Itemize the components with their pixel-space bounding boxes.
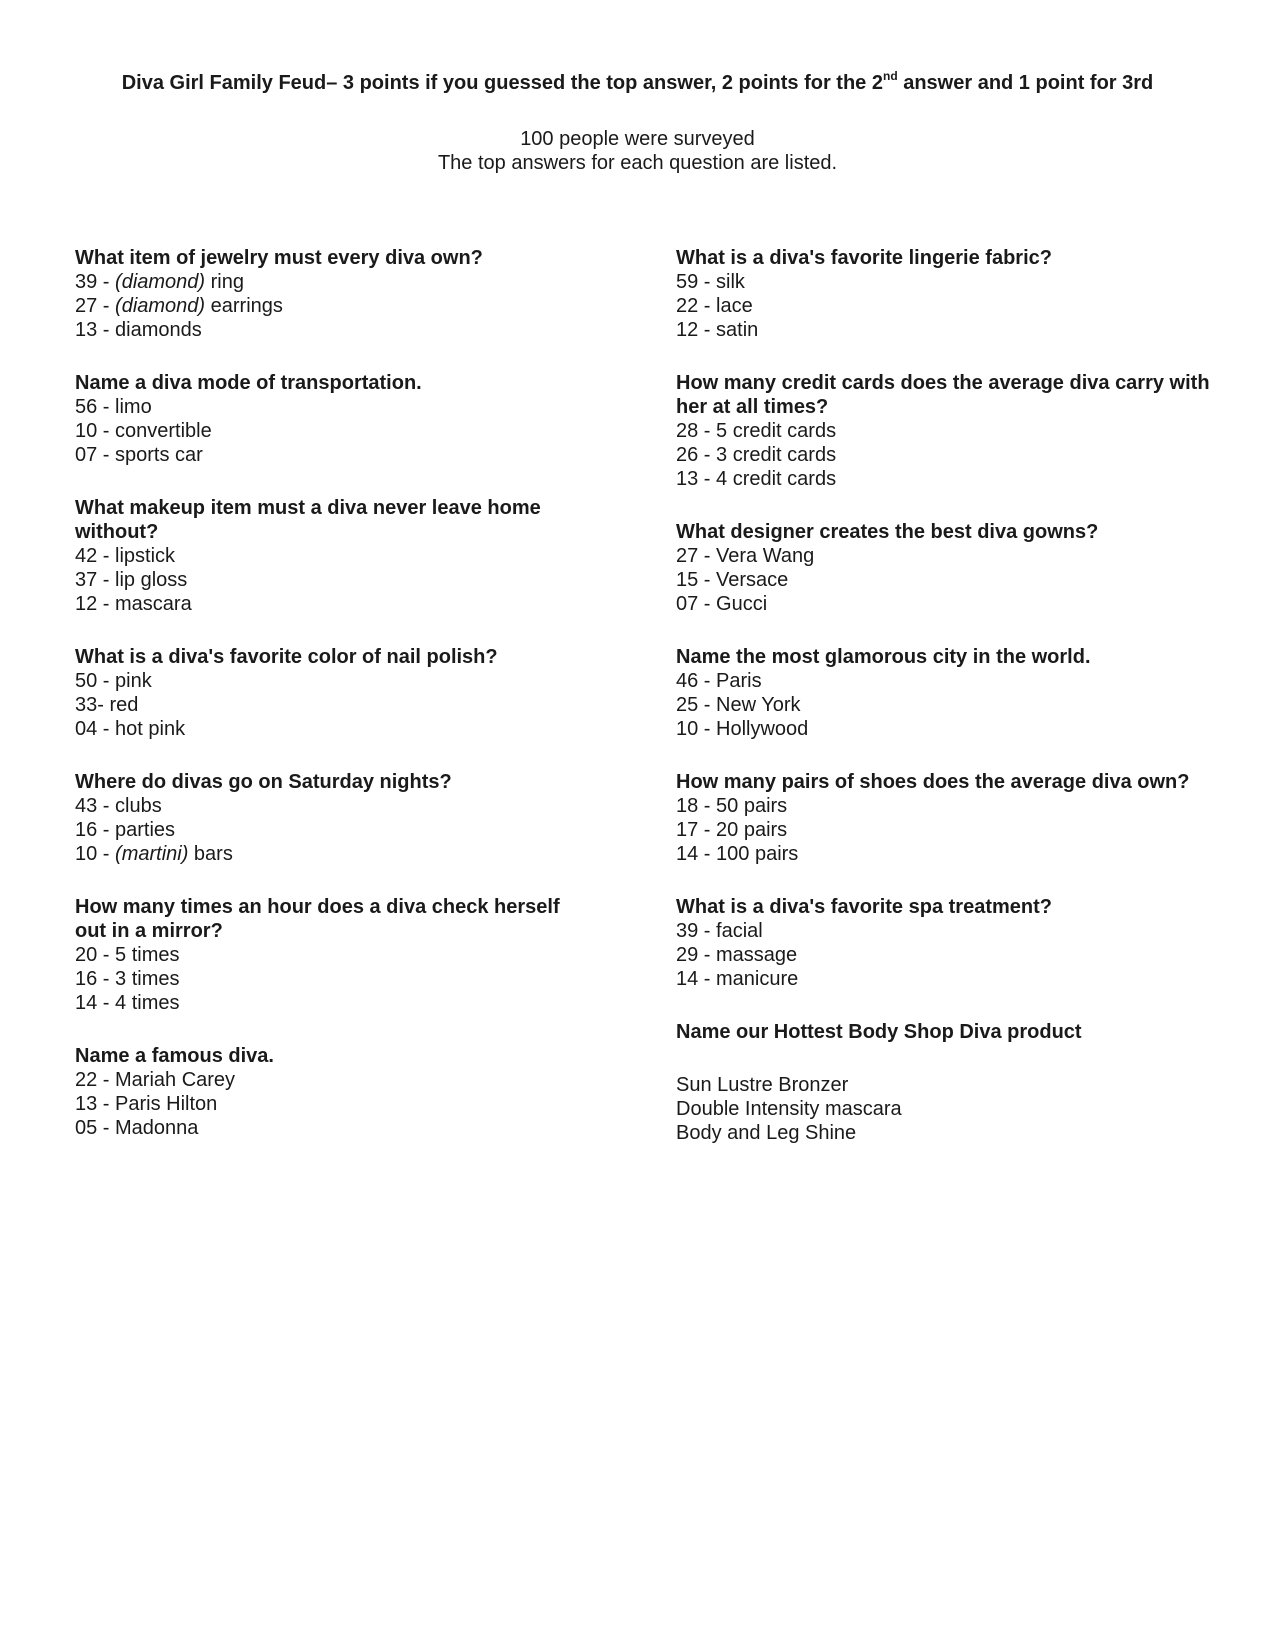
question-text: How many times an hour does a diva check herself out in a mirror? bbox=[75, 896, 560, 942]
question-text: Where do divas go on Saturday nights? bbox=[75, 771, 452, 793]
product-item: Body and Leg Shine bbox=[676, 1122, 857, 1144]
answer-line: 29 - massage bbox=[676, 944, 798, 966]
answer-line: 18 - 50 pairs bbox=[676, 795, 788, 817]
answer-line: 37 - lip gloss bbox=[75, 569, 188, 591]
product-block bbox=[676, 1020, 1216, 1145]
question-block bbox=[676, 246, 1216, 342]
question-text: What item of jewelry must every diva own? bbox=[75, 247, 483, 269]
answer-line: 14 - manicure bbox=[676, 968, 799, 990]
product-question: Name our Hottest Body Shop Diva product bbox=[676, 1021, 1082, 1043]
question-block bbox=[75, 496, 595, 616]
answer-line: 14 - 4 times bbox=[75, 992, 180, 1014]
question-text: How many pairs of shoes does the average diva own? bbox=[676, 771, 1190, 793]
title-text-end: answer and 1 point for 3rd bbox=[897, 72, 1154, 94]
answer-line: 39 - facial bbox=[676, 920, 763, 942]
question-text: What designer creates the best diva gowns? bbox=[676, 521, 1099, 543]
question-block bbox=[676, 645, 1216, 741]
answer-line: 12 - satin bbox=[676, 319, 759, 341]
answer-line: 14 - 100 pairs bbox=[676, 843, 799, 865]
question-text: Name a famous diva. bbox=[75, 1045, 274, 1067]
right-column bbox=[676, 246, 1216, 1174]
answer-line: 16 - 3 times bbox=[75, 968, 180, 990]
survey-note: The top answers for each question are listed. bbox=[437, 152, 838, 174]
question-block bbox=[676, 895, 1216, 991]
question-text: What is a diva's favorite color of nail polish? bbox=[75, 646, 498, 668]
question-block bbox=[676, 371, 1216, 491]
question-text: What is a diva's favorite lingerie fabric? bbox=[676, 247, 1052, 269]
answer-line: 59 - silk bbox=[676, 271, 745, 293]
question-block bbox=[676, 520, 1216, 616]
question-text: What is a diva's favorite spa treatment? bbox=[676, 896, 1052, 918]
answer-line: 10 - convertible bbox=[75, 420, 212, 442]
question-block bbox=[75, 246, 595, 342]
answer-line: 15 - Versace bbox=[676, 569, 789, 591]
answer-line: 20 - 5 times bbox=[75, 944, 180, 966]
title-superscript: nd bbox=[882, 69, 898, 83]
survey-count: 100 people were surveyed bbox=[520, 128, 755, 150]
answer-line: 39 - (diamond) ring bbox=[75, 271, 244, 293]
answer-line: 12 - mascara bbox=[75, 593, 192, 615]
answer-line: 56 - limo bbox=[75, 396, 152, 418]
answer-line: 50 - pink bbox=[75, 670, 152, 692]
answer-line: 42 - lipstick bbox=[75, 545, 176, 567]
product-item: Sun Lustre Bronzer bbox=[676, 1074, 849, 1096]
answer-line: 13 - 4 credit cards bbox=[676, 468, 837, 490]
answer-line: 28 - 5 credit cards bbox=[676, 420, 837, 442]
answer-line: 16 - parties bbox=[75, 819, 176, 841]
question-text: How many credit cards does the average diva carry with her at all times? bbox=[676, 372, 1210, 418]
answer-line: 33- red bbox=[75, 694, 139, 716]
spacer bbox=[676, 1044, 1216, 1073]
answer-line: 13 - diamonds bbox=[75, 319, 202, 341]
answer-line: 07 - sports car bbox=[75, 444, 203, 466]
answer-line: 27 - (diamond) earrings bbox=[75, 295, 283, 317]
document-title bbox=[0, 70, 1275, 96]
answer-line: 10 - (martini) bars bbox=[75, 843, 233, 865]
question-block bbox=[75, 770, 595, 866]
question-text: Name a diva mode of transportation. bbox=[75, 372, 422, 394]
left-column bbox=[75, 246, 595, 1169]
product-item: Double Intensity mascara bbox=[676, 1098, 902, 1120]
question-block bbox=[75, 371, 595, 467]
answer-line: 04 - hot pink bbox=[75, 718, 186, 740]
answer-line: 17 - 20 pairs bbox=[676, 819, 788, 841]
answer-line: 22 - Mariah Carey bbox=[75, 1069, 236, 1091]
answer-line: 05 - Madonna bbox=[75, 1117, 199, 1139]
answer-line: 10 - Hollywood bbox=[676, 718, 809, 740]
question-text: Name the most glamorous city in the world. bbox=[676, 646, 1091, 668]
answer-line: 46 - Paris bbox=[676, 670, 762, 692]
answer-line: 07 - Gucci bbox=[676, 593, 768, 615]
answer-line: 43 - clubs bbox=[75, 795, 162, 817]
answer-line: 26 - 3 credit cards bbox=[676, 444, 837, 466]
answer-line: 22 - lace bbox=[676, 295, 753, 317]
question-block bbox=[75, 895, 595, 1015]
question-text: What makeup item must a diva never leave home without? bbox=[75, 497, 541, 543]
question-block bbox=[75, 645, 595, 741]
answer-line: 27 - Vera Wang bbox=[676, 545, 815, 567]
title-text: Diva Girl Family Feud– 3 points if you guessed the top answer, 2 points for the 2 bbox=[121, 72, 883, 94]
answer-line: 25 - New York bbox=[676, 694, 801, 716]
question-block bbox=[676, 770, 1216, 866]
survey-intro bbox=[0, 127, 1275, 175]
answer-line: 13 - Paris Hilton bbox=[75, 1093, 218, 1115]
question-block bbox=[75, 1044, 595, 1140]
